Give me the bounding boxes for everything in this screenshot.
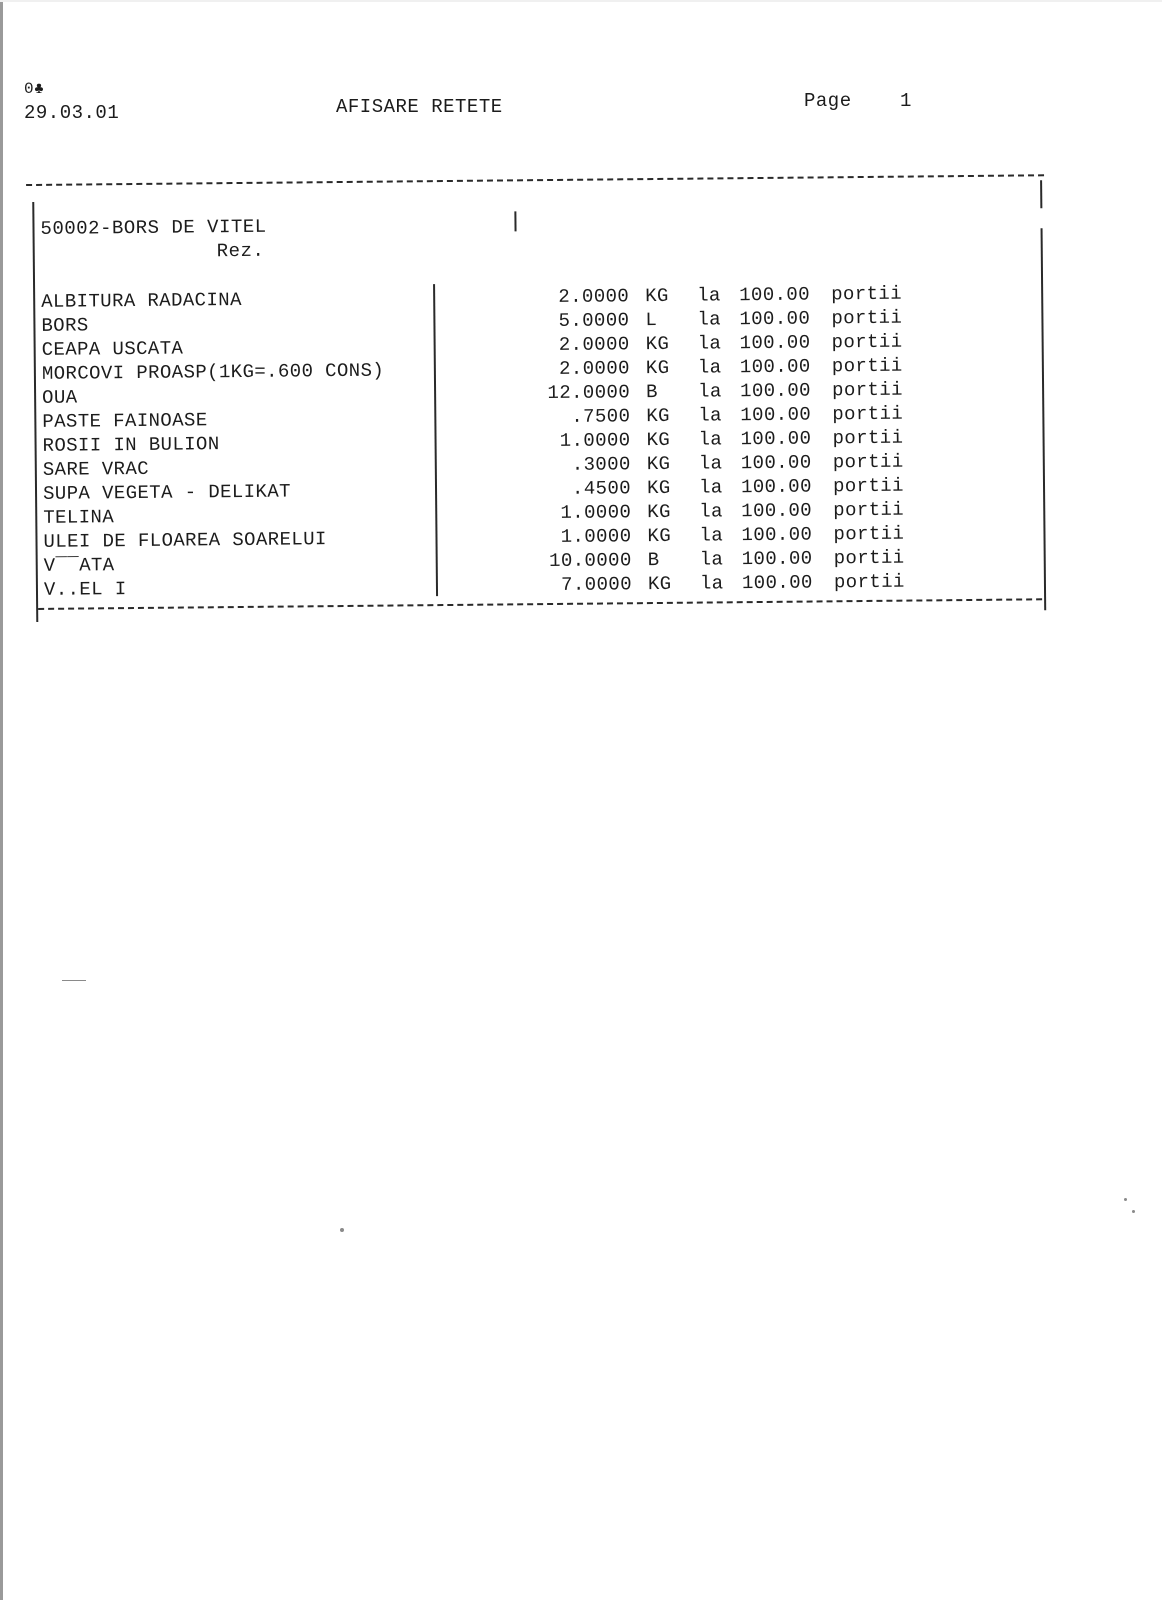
report-code: 0♣ <box>24 80 45 98</box>
per-label: la <box>698 428 723 451</box>
per-label: la <box>698 404 723 427</box>
per-label: la <box>697 332 722 355</box>
portion-base: 100.00 <box>741 499 813 523</box>
ingredient-list <box>41 280 1054 602</box>
ingredient-name: OUA <box>42 386 78 409</box>
scan-speck <box>1124 1198 1127 1201</box>
portion-label: portii <box>831 354 903 378</box>
portion-base: 100.00 <box>739 355 811 379</box>
scan-speck <box>1132 1210 1135 1213</box>
ingredient-name: V..EL I <box>43 578 127 601</box>
ingredient-unit: L <box>645 308 658 332</box>
portion-base: 100.00 <box>739 283 811 307</box>
scan-speck <box>340 1228 344 1232</box>
per-label: la <box>697 380 722 403</box>
portion-label: portii <box>832 426 904 450</box>
ingredient-quantity: 1.0000 <box>559 429 631 452</box>
recipe-frame <box>30 166 1069 624</box>
ingredient-unit: KG <box>645 332 670 356</box>
ingredient-quantity: 12.0000 <box>547 381 631 405</box>
ingredient-unit: KG <box>646 404 671 428</box>
portion-base: 100.00 <box>740 427 812 451</box>
per-label: la <box>697 308 722 331</box>
left-border <box>32 202 38 622</box>
portion-label: portii <box>832 474 904 498</box>
per-label: la <box>698 452 723 475</box>
ingredient-quantity: 2.0000 <box>558 285 630 308</box>
per-label: la <box>697 356 722 379</box>
per-label: la <box>699 500 723 523</box>
portion-base: 100.00 <box>740 451 812 475</box>
portion-base: 100.00 <box>740 475 812 499</box>
portion-label: portii <box>832 402 904 426</box>
ingredient-unit: KG <box>646 476 671 500</box>
ingredient-unit: KG <box>647 500 671 524</box>
rez-label: Rez. <box>216 239 265 263</box>
ingredient-unit: KG <box>646 452 671 476</box>
portion-base: 100.00 <box>741 547 813 571</box>
portion-label: portii <box>831 330 903 354</box>
ingredient-name: ULEI DE FLOAREA SOARELUI <box>43 528 327 553</box>
scan-mark <box>62 980 86 981</box>
ingredient-quantity: .4500 <box>571 477 632 500</box>
scan-top-edge <box>0 0 1162 2</box>
ingredient-name: SARE VRAC <box>42 457 150 481</box>
portion-label: portii <box>833 546 905 570</box>
per-label: la <box>699 572 724 595</box>
ingredient-unit: KG <box>645 356 670 380</box>
ingredient-quantity: 1.0000 <box>560 501 632 524</box>
ingredient-unit: KG <box>645 284 669 308</box>
ingredient-name: BORS <box>41 314 89 337</box>
right-border-top <box>1040 180 1042 208</box>
ingredient-unit: KG <box>647 524 672 548</box>
per-label: la <box>697 284 721 307</box>
ingredient-quantity: 2.0000 <box>558 357 630 380</box>
portion-label: portii <box>833 522 905 546</box>
ingredient-name: V‾‾ATA <box>43 554 115 577</box>
ingredient-quantity: 5.0000 <box>558 309 630 332</box>
ingredient-quantity: 2.0000 <box>558 333 630 356</box>
portion-base: 100.00 <box>739 307 811 331</box>
portion-label: portii <box>831 282 903 306</box>
ingredient-name: SUPA VEGETA - DELIKAT <box>42 480 291 505</box>
portion-base: 100.00 <box>740 403 812 427</box>
per-label: la <box>699 524 724 547</box>
ingredient-quantity: 10.0000 <box>548 549 632 573</box>
ingredient-name: ROSII IN BULION <box>42 433 220 457</box>
top-dashed-rule <box>26 174 1044 186</box>
ingredient-quantity: 7.0000 <box>561 573 633 596</box>
ingredient-name: ALBITURA RADACINA <box>41 288 242 313</box>
per-label: la <box>698 476 723 499</box>
portion-base: 100.00 <box>739 379 812 403</box>
ingredient-name: TELINA <box>43 506 115 529</box>
portion-label: portii <box>833 570 905 594</box>
ingredient-unit: KG <box>646 428 671 452</box>
report-title: AFISARE RETETE <box>336 96 503 118</box>
portion-label: portii <box>833 498 905 522</box>
portion-label: portii <box>832 450 904 474</box>
ingredient-quantity: .7500 <box>571 405 631 428</box>
portion-base: 100.00 <box>741 523 813 547</box>
portion-label: portii <box>831 306 903 330</box>
ingredient-name: MORCOVI PROASP(1KG=.600 CONS) <box>41 359 385 385</box>
ingredient-name: PASTE FAINOASE <box>42 409 208 433</box>
report-date: 29.03.01 <box>24 102 120 124</box>
ingredient-unit: B <box>645 380 659 404</box>
ingredient-quantity: .3000 <box>571 453 631 476</box>
ingredient-unit: B <box>647 548 660 572</box>
mid-tick <box>514 211 516 231</box>
ingredient-name: CEAPA USCATA <box>41 337 184 361</box>
portion-label: portii <box>831 378 904 402</box>
ingredient-quantity: 1.0000 <box>560 525 632 548</box>
page-label: Page <box>804 90 852 112</box>
ingredient-unit: KG <box>647 572 672 596</box>
page-number: 1 <box>900 90 912 112</box>
recipe-name: 50002-BORS DE VITEL <box>40 215 267 240</box>
per-label: la <box>699 548 724 571</box>
scan-edge <box>0 0 3 1600</box>
portion-base: 100.00 <box>739 331 811 355</box>
portion-base: 100.00 <box>741 571 813 595</box>
